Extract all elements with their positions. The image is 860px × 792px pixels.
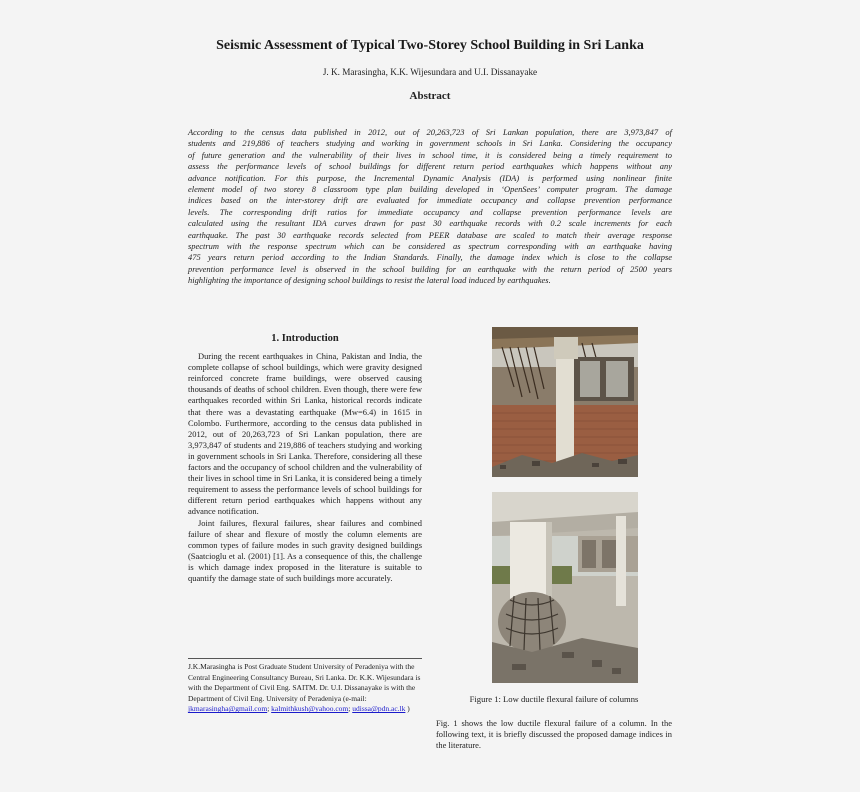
abstract-line: students and 219,886 of teachers studying and working in government schools in Sri Lanka. Considering the occupancy (188, 138, 672, 149)
abstract-line: spectrum with the response spectrum which can be considered as spectrum corresponding with an earthquake having (188, 241, 672, 252)
intro-paragraph-2: Joint failures, flexural failures, shear failures and combined failure of shear and flexure of mostly the column elements are common types of failure modes in such gravity designed buildings (Saatcioglu et al. (2001) [1]. As a consequence of this, the challenge is which damage index proposed in the literature is suitable to quantify the damage state of such buildings more accurately. (188, 517, 422, 583)
footnote-divider (188, 658, 422, 659)
footnote-separator: ; (267, 704, 272, 714)
footnote-separator: ; (348, 704, 351, 714)
section-heading: 1. Introduction (271, 333, 339, 344)
abstract-line: 475 years return period according to the Indian Standards. Finally, the damage index which is close to the collapse (188, 252, 672, 263)
email-link-dissanayake[interactable]: udissa@pdn.ac.lk (352, 704, 406, 714)
abstract-line: highlighting the importance of designing school buildings to resist the lateral load induced by earthquakes. (188, 275, 551, 286)
paper-authors: J. K. Marasingha, K.K. Wijesundara and U.I. Dissanayake (322, 67, 538, 77)
abstract-line: calculated using the resultant IDA curves drawn for past 30 earthquake records with 0.2 scale increments for each (188, 218, 672, 229)
intro-paragraph-1: During the recent earthquakes in China, Pakistan and India, the complete collapse of school buildings, which were gravity designed reinforced concrete frame buildings, were observed causing thousands of deaths of school children. Even though, there were few earthquakes recorded within Sri Lanka, historical records indicate that there was a devastating earthquake (Mw=6.4) in 1615 in Colombo. Furthermore, according to the census data published in 2012, out of 20,263,723 of Sri Lankan population, there are 3,973,847 of students and 219,886 of teachers studying and working in government schools in Sri Lanka. Therefore, considering all these factors and the occupancy of school children and the vulnerability of their lives in school time in Sri Lanka, it is considered being a timely requirement to assess the performance levels of school buildings for different return period earthquakes which happens without any advance notification. (188, 351, 422, 517)
email-link-marasingha[interactable]: jkmarasingha@gmail.com (188, 704, 268, 714)
figure-photo-column-failure (492, 492, 638, 683)
abstract-line: levels. The corresponding drift ratios for immediate occupancy and collapse prevention performance levels are (188, 206, 672, 217)
author-footnote (188, 662, 422, 715)
paper-title: Seismic Assessment of Typical Two-Storey School Building in Sri Lanka (216, 38, 644, 53)
abstract-heading: Abstract (409, 90, 451, 102)
abstract-line: of future generation and the vulnerability of their lives in school time, it is considered being a timely requirement to (188, 149, 672, 160)
abstract-body (188, 127, 672, 287)
figure-caption: Figure 1: Low ductile flexural failure of columns (469, 694, 639, 704)
abstract-line: earthquake. The past 30 earthquake records selected from PEER database are scaled to match their average response (188, 229, 672, 240)
footnote-close: ) (405, 704, 410, 714)
email-link-wijesundara[interactable]: kalmithkush@yahoo.com (271, 704, 349, 714)
abstract-line: element model of two storey 8 classroom type plan building developed in ‘OpenSees’ computer program. The damage (188, 184, 672, 195)
abstract-line: advance notification. For this purpose, the Incremental Dynamic Analysis (IDA) is performed using nonlinear finite (188, 172, 672, 183)
abstract-line: indices based on the inter-storey drift are evaluated for immediate occupancy and collapse prevention performance (188, 195, 672, 206)
abstract-line: prevention performance level is observed in the school building for an earthquake with the return period of 2500 years (188, 263, 672, 274)
abstract-line: assess the performance levels of school buildings for different return period earthquakes which happens without any (188, 161, 672, 172)
right-column-paragraph: Fig. 1 shows the low ductile flexural failure of a column. In the following text, it is briefly discussed the proposed damage indices in the literature. (436, 718, 672, 751)
footnote-text: J.K.Marasingha is Post Graduate Student University of Peradeniya with the Central Engineering Consultancy Bureau, Sri Lanka. Dr. K.K. Wijesundara is with the Department of Civil Eng. SAITM. Dr. U.I. Dissanayake is with the Department of Civil Eng. University of Peradeniya (e-mail: (188, 662, 421, 703)
figure-photo-column-collapse (492, 327, 638, 477)
introduction-section (188, 333, 422, 584)
abstract-line: According to the census data published in 2012, out of 20,263,723 of Sri Lankan population, there are 3,973,847 of (188, 127, 672, 137)
